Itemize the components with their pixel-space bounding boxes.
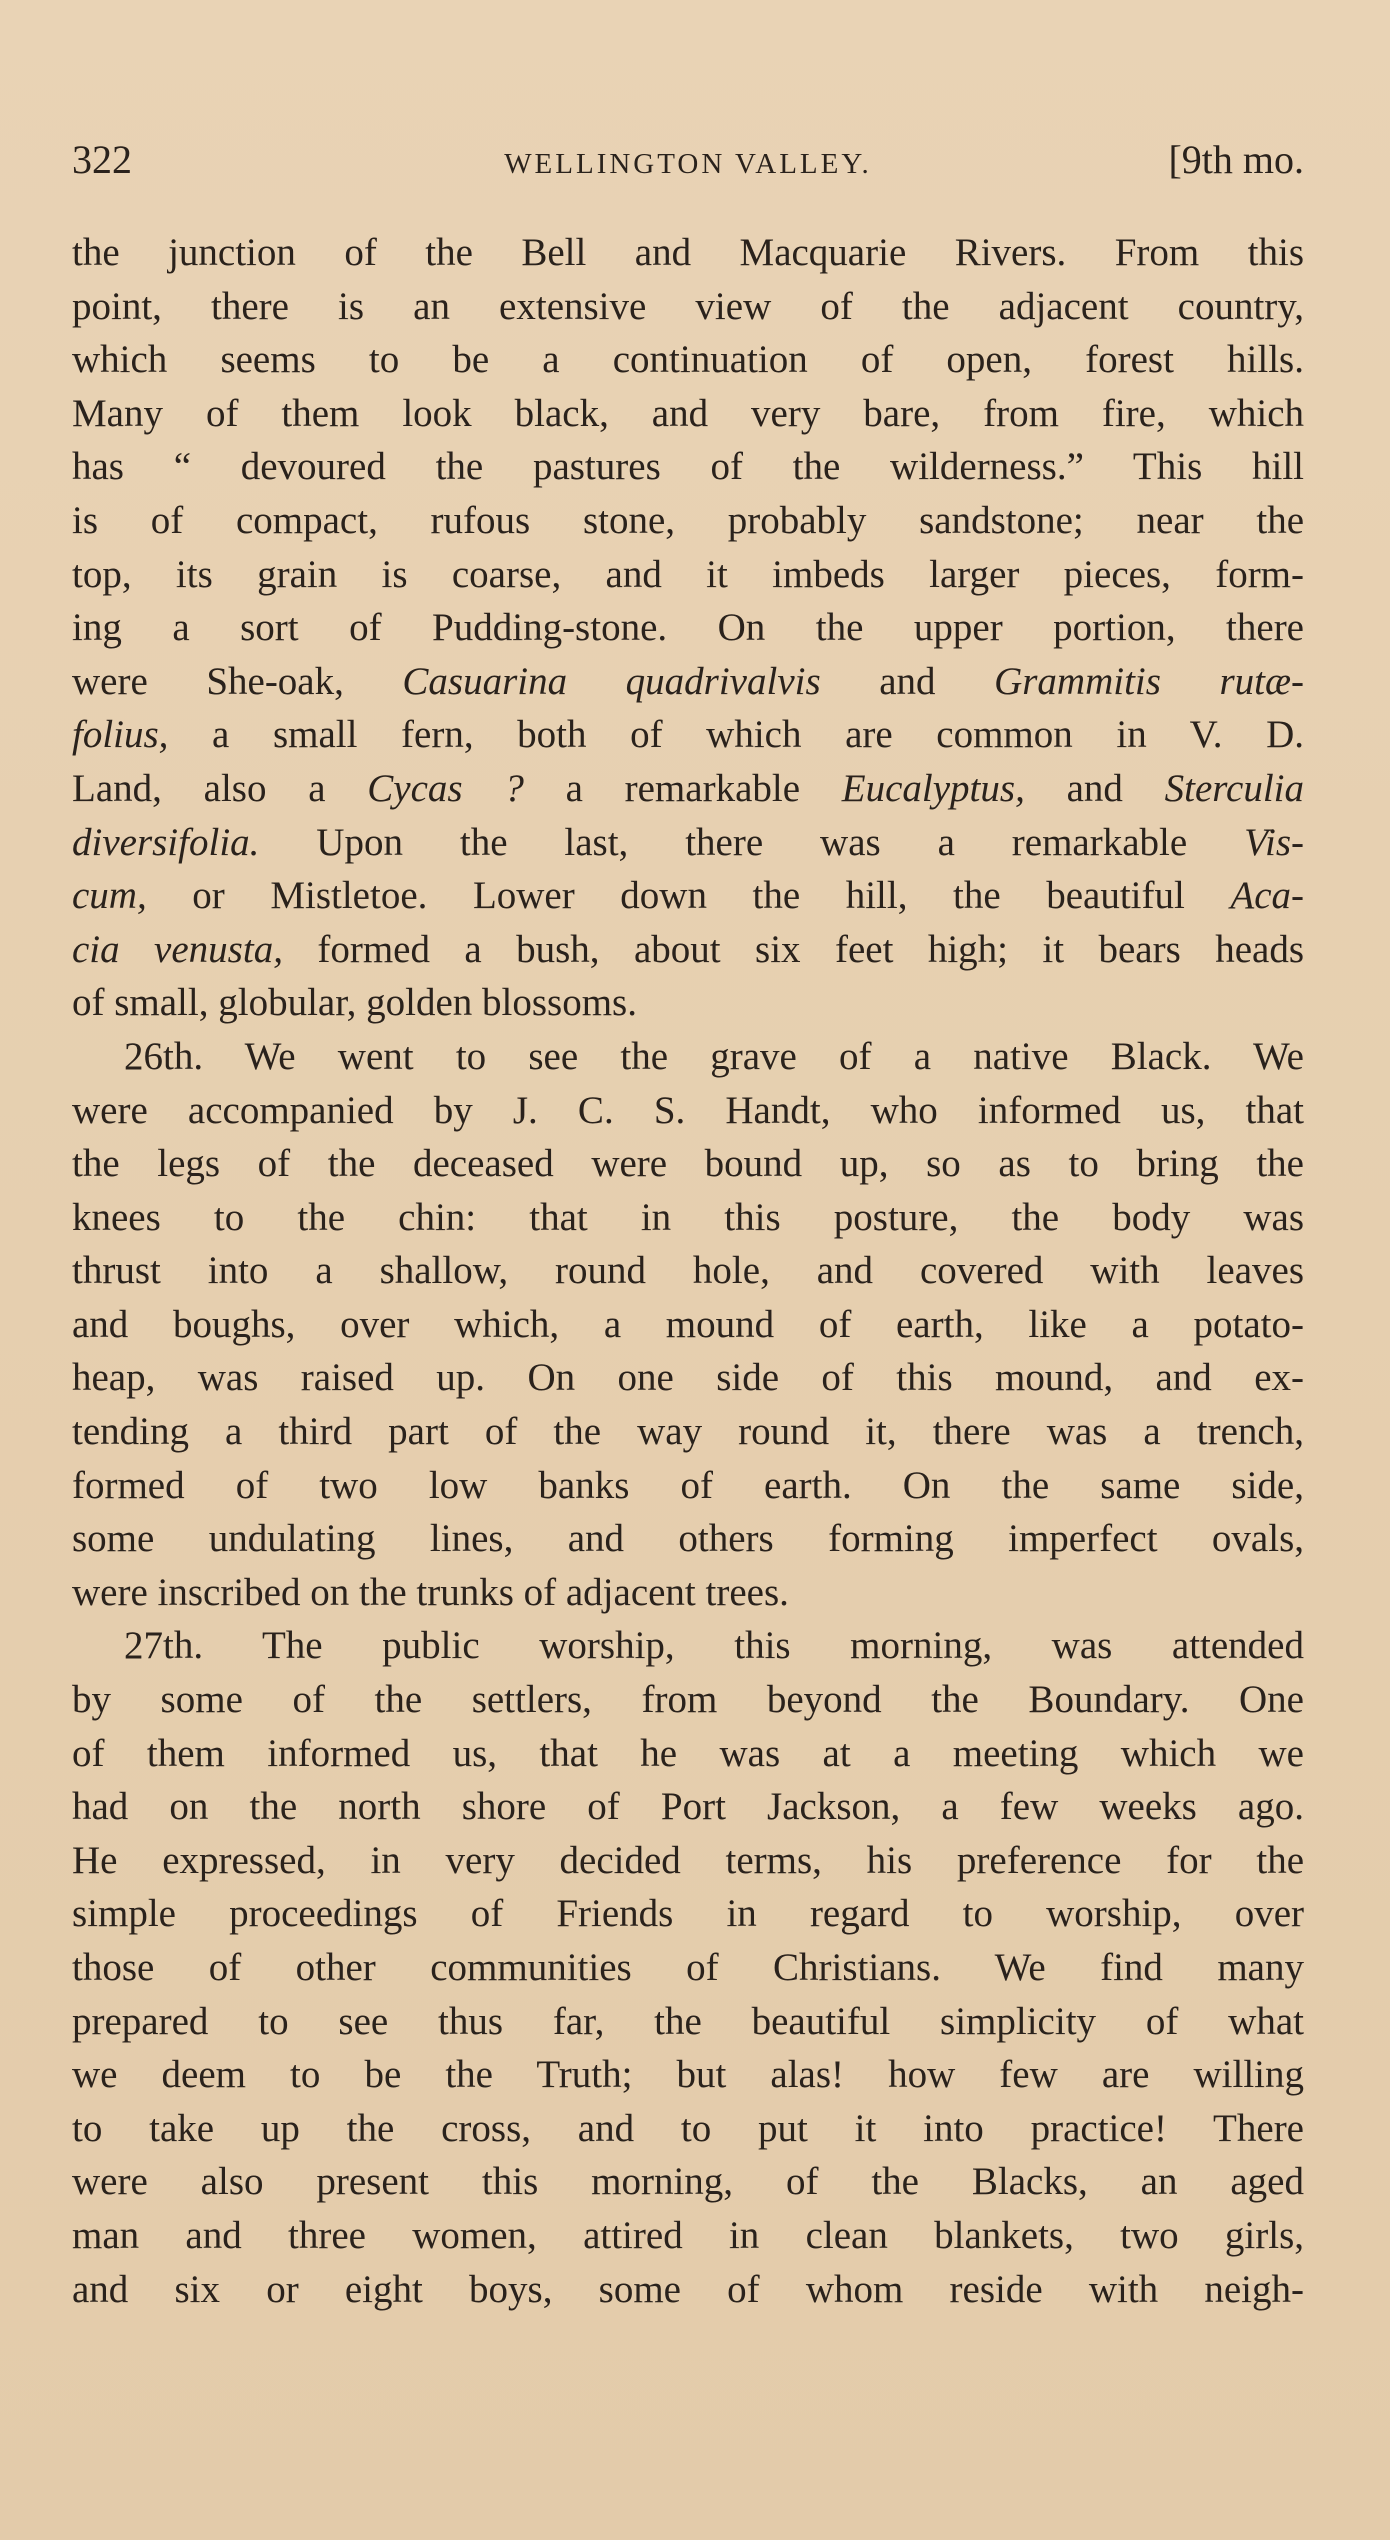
- text-span: or Mistletoe. Lower down the hill, the beautiful: [146, 874, 1231, 918]
- text-span: those of other communities of Christians. We find many: [72, 1946, 1304, 1989]
- text-line: [72, 1941, 1304, 1995]
- text-line: [72, 1512, 1304, 1566]
- text-line: [72, 1459, 1304, 1513]
- text-line: [72, 1727, 1304, 1781]
- italic-term: Sterculia: [1164, 766, 1304, 810]
- text-span: prepared to see thus far, the beautiful simplicity of what: [72, 1999, 1304, 2043]
- text-line: [72, 2048, 1304, 2102]
- text-line: [72, 1673, 1304, 1727]
- text-span: 26th. We went to see the grave of a native Black. We: [124, 1034, 1304, 1078]
- text-line: [72, 548, 1304, 602]
- italic-term: cum,: [72, 874, 147, 918]
- text-line: [72, 280, 1304, 334]
- text-line: [72, 1137, 1304, 1191]
- text-span: by some of the settlers, from beyond the Boundary. One: [72, 1678, 1304, 1722]
- text-line: [72, 1995, 1304, 2049]
- text-span: of small, globular, golden blossoms.: [72, 981, 637, 1025]
- running-header: [72, 130, 1304, 190]
- text-span: Many of them look black, and very bare, from fire, which: [72, 391, 1304, 435]
- text-span: of them informed us, that he was at a meeting which we: [72, 1731, 1304, 1775]
- text-line: [72, 976, 1304, 1030]
- text-span: the junction of the Bell and Macquarie Rivers. From this: [72, 231, 1304, 274]
- text-line: [72, 2209, 1304, 2263]
- running-title: WELLINGTON VALLEY.: [504, 148, 872, 180]
- italic-term: Grammitis rutæ-: [994, 659, 1304, 703]
- text-line: [72, 387, 1304, 441]
- text-span: Upon the last, there was a remarkable: [259, 820, 1245, 864]
- text-line: [72, 1780, 1304, 1834]
- text-span: 27th. The public worship, this morning, was attended: [124, 1624, 1304, 1668]
- text-line: [72, 1405, 1304, 1459]
- text-span: has “ devoured the pastures of the wilderness.” This hill: [72, 445, 1304, 489]
- text-line: [72, 2155, 1304, 2209]
- text-span: a remarkable: [523, 766, 842, 810]
- text-span: formed a bush, about six feet high; it bears heads: [282, 927, 1304, 971]
- text-span: Land, also a: [72, 766, 368, 810]
- text-line: [72, 2102, 1304, 2156]
- italic-term: Casuarina quadrivalvis: [402, 659, 821, 703]
- italic-term: Vis-: [1244, 820, 1304, 864]
- italic-term: Cycas ?: [367, 766, 524, 810]
- text-span: had on the north shore of Port Jackson, a few weeks ago.: [72, 1785, 1304, 1829]
- text-line: [72, 1191, 1304, 1245]
- text-line: [72, 923, 1304, 977]
- text-span: simple proceedings of Friends in regard to worship, over: [72, 1892, 1304, 1936]
- text-span: to take up the cross, and to put it into practice! There: [72, 2106, 1304, 2150]
- text-span: thrust into a shallow, round hole, and covered with leaves: [72, 1249, 1304, 1293]
- text-span: point, there is an extensive view of the adjacent country,: [72, 284, 1304, 328]
- text-span: and: [820, 659, 995, 703]
- text-span: tending a third part of the way round it, there was a trench,: [72, 1410, 1304, 1454]
- italic-term: cia venusta,: [72, 927, 283, 971]
- text-span: He expressed, in very decided terms, his preference for the: [72, 1838, 1304, 1882]
- italic-term: Eucalyptus,: [841, 766, 1025, 810]
- text-span: were also present this morning, of the Blacks, an aged: [72, 2160, 1304, 2204]
- text-span: some undulating lines, and others forming imperfect ovals,: [72, 1517, 1304, 1561]
- text-span: we deem to be the Truth; but alas! how few are willing: [72, 2053, 1304, 2097]
- text-line: [72, 1084, 1304, 1138]
- text-span: the legs of the deceased were bound up, so as to bring the: [72, 1142, 1304, 1186]
- text-line: [72, 816, 1304, 870]
- text-span: and six or eight boys, some of whom reside with neigh-: [72, 2267, 1304, 2311]
- body-text: [72, 226, 1304, 2316]
- text-span: formed of two low banks of earth. On the same side,: [72, 1463, 1304, 1507]
- text-line: [72, 1566, 1304, 1620]
- text-span: a small fern, both of which are common in V. D.: [168, 713, 1304, 757]
- text-line: [72, 1298, 1304, 1352]
- text-line: [72, 1834, 1304, 1888]
- text-span: and: [1024, 766, 1165, 810]
- text-line: [72, 869, 1304, 923]
- text-line: [72, 762, 1304, 816]
- text-span: knees to the chin: that in this posture, the body was: [72, 1195, 1304, 1239]
- text-span: is of compact, rufous stone, probably sandstone; near the: [72, 498, 1304, 542]
- text-span: heap, was raised up. On one side of this mound, and ex-: [72, 1356, 1304, 1400]
- text-span: were She-oak,: [72, 659, 403, 703]
- text-line: [72, 440, 1304, 494]
- text-span: man and three women, attired in clean blankets, two girls,: [72, 2213, 1304, 2257]
- text-line: [72, 226, 1304, 280]
- text-line: [72, 494, 1304, 548]
- text-span: top, its grain is coarse, and it imbeds larger pieces, form-: [72, 552, 1304, 596]
- text-span: were inscribed on the trunks of adjacent trees.: [72, 1570, 789, 1614]
- text-line: [72, 333, 1304, 387]
- date-marker: [9th mo.: [1168, 137, 1304, 182]
- text-line: [72, 708, 1304, 762]
- italic-term: Aca-: [1230, 874, 1304, 918]
- text-line: [72, 1244, 1304, 1298]
- text-span: were accompanied by J. C. S. Handt, who informed us, that: [72, 1088, 1304, 1132]
- text-line: [72, 655, 1304, 709]
- italic-term: folius,: [72, 713, 169, 757]
- text-line: [72, 1887, 1304, 1941]
- page-number: 322: [72, 137, 132, 182]
- text-span: which seems to be a continuation of open, forest hills.: [72, 338, 1304, 382]
- text-line: [72, 1351, 1304, 1405]
- text-line: [72, 2263, 1304, 2317]
- text-line: [72, 601, 1304, 655]
- text-span: ing a sort of Pudding-stone. On the upper portion, there: [72, 606, 1304, 650]
- text-span: and boughs, over which, a mound of earth, like a potato-: [72, 1302, 1304, 1346]
- italic-term: diversifolia.: [72, 820, 260, 864]
- text-line: [72, 1030, 1304, 1084]
- text-line: [72, 1619, 1304, 1673]
